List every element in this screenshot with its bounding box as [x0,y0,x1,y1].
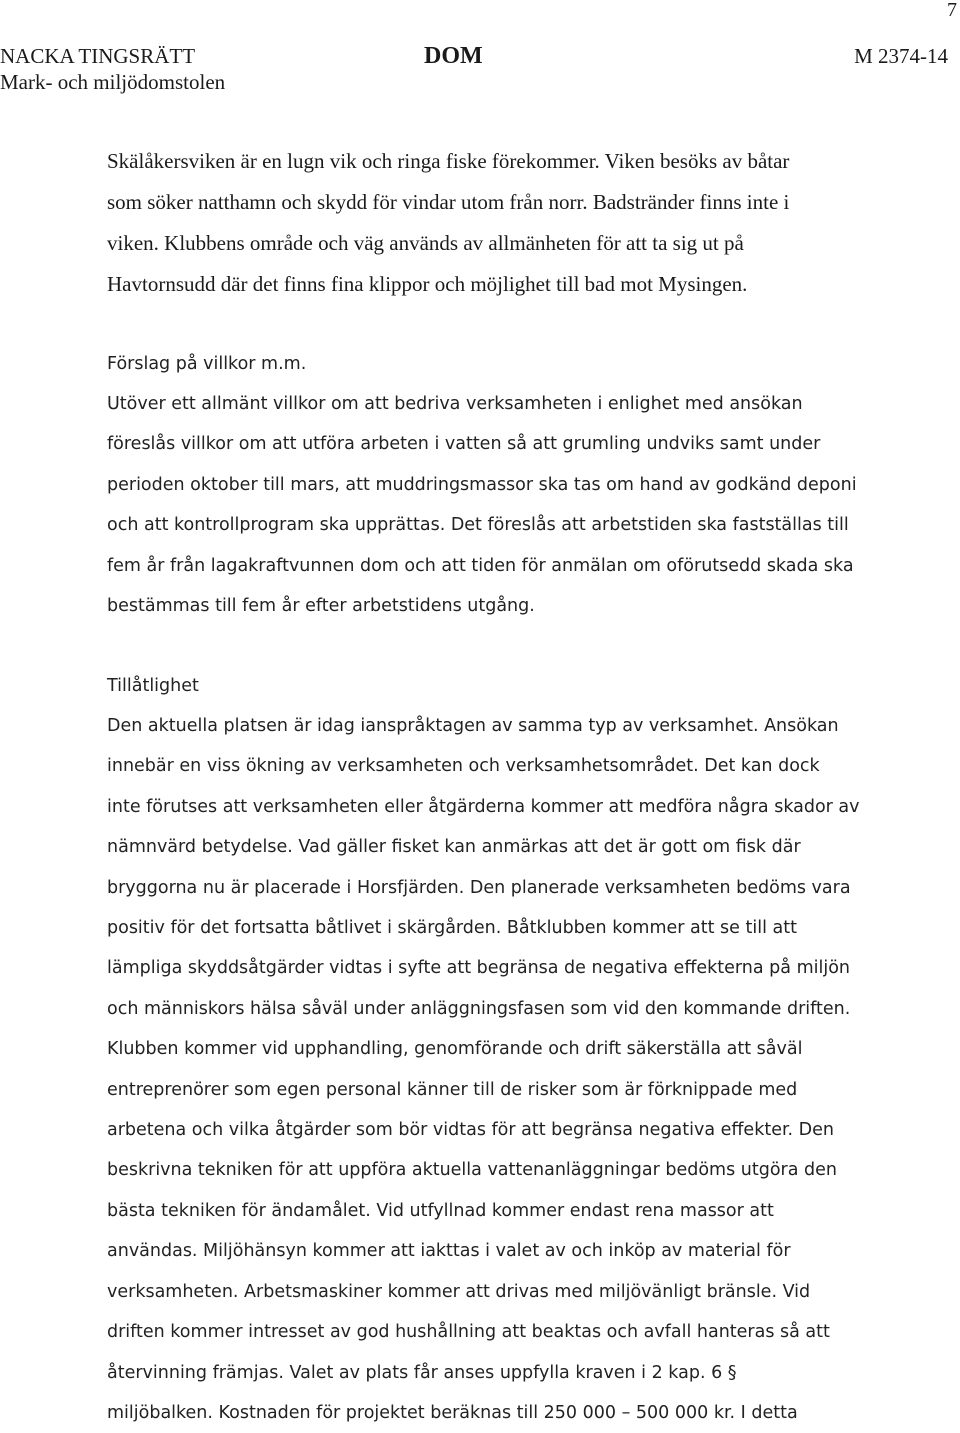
paragraph-line: föreslås villkor om att utföra arbeten i vatten så att grumling undviks samt under [107,434,821,455]
paragraph-line: som söker natthamn och skydd för vindar utom från norr. Badstränder finns inte i [107,190,790,214]
paragraph-line: miljöbalken. Kostnaden för projektet beräknas till 250 000 – 500 000 kr. I detta [107,1402,798,1423]
paragraph-line: och människors hälsa såväl under anläggningsfasen som vid den kommande driften. [107,998,851,1019]
court-department: Mark- och miljödomstolen [0,70,226,94]
paragraph-line: verksamheten. Arbetsmaskiner kommer att drivas med miljövänligt bränsle. Vid [107,1281,811,1302]
intro-paragraph [107,141,907,305]
paragraph-line: Klubben kommer vid upphandling, genomförande och drift säkerställa att såväl [107,1039,803,1060]
permissibility-paragraph [107,706,907,1433]
paragraph-line: arbetena och vilka åtgärder som bör vidtas för att begränsa negativa effekter. Den [107,1120,835,1141]
paragraph-line: nämnvärd betydelse. Vad gäller fisket kan anmärkas att det är gott om fisk där [107,837,801,858]
paragraph-line: fem år från lagakraftvunnen dom och att tiden för anmälan om oförutsedd skada ska [107,555,854,576]
paragraph-line: och att kontrollprogram ska upprättas. Det föreslås att arbetstiden ska fastställas till [107,515,849,536]
paragraph-line: beskrivna tekniken för att uppföra aktuella vattenanläggningar bedöms utgöra den [107,1160,837,1181]
page-number: 7 [947,0,957,21]
paragraph-line: inte förutses att verksamheten eller åtgärderna kommer att medföra några skador av [107,796,860,817]
paragraph-line: återvinning främjas. Valet av plats får anses uppfylla kraven i 2 kap. 6 § [107,1362,737,1383]
paragraph-line: lämpliga skyddsåtgärder vidtas i syfte att begränsa de negativa effekterna på miljön [107,958,850,979]
paragraph-line: bestämmas till fem år efter arbetstidens utgång. [107,596,535,617]
conditions-paragraph [107,384,907,626]
document-type: DOM [424,43,483,69]
paragraph-line: Havtornsudd där det finns fina klippor och möjlighet till bad mot Mysingen. [107,272,748,296]
paragraph-line: Den aktuella platsen är idag ianspråktagen av samma typ av verksamhet. Ansökan [107,716,839,736]
permissibility-heading: Tillåtlighet [107,676,199,696]
paragraph-line: Utöver ett allmänt villkor om att bedriva verksamheten i enlighet med ansökan [107,394,803,414]
paragraph-line: användas. Miljöhänsyn kommer att iakttas i valet av och inköp av material för [107,1241,791,1262]
paragraph-line: innebär en viss ökning av verksamheten och verksamhetsområdet. Det kan dock [107,756,820,777]
paragraph-line: entreprenörer som egen personal känner till de risker som är förknippade med [107,1079,798,1100]
conditions-heading: Förslag på villkor m.m. [107,354,307,374]
paragraph-line: bryggorna nu är placerade i Horsfjärden. Den planerade verksamheten bedöms vara [107,877,851,898]
court-name: NACKA TINGSRÄTT [0,44,196,68]
paragraph-line: positiv för det fortsatta båtlivet i skärgården. Båtklubben kommer att se till att [107,918,797,939]
paragraph-line: driften kommer intresset av god hushållning att beaktas och avfall hanteras så att [107,1322,830,1343]
paragraph-line: viken. Klubbens område och väg används av allmänheten för att ta sig ut på [107,231,744,255]
paragraph-line: Skälåkersviken är en lugn vik och ringa fiske förekommer. Viken besöks av båtar [107,149,790,173]
case-number: M 2374-14 [854,44,948,68]
paragraph-line: perioden oktober till mars, att muddringsmassor ska tas om hand av godkänd deponi [107,474,857,495]
paragraph-line: bästa tekniken för ändamålet. Vid utfyllnad kommer endast rena massor att [107,1200,774,1221]
